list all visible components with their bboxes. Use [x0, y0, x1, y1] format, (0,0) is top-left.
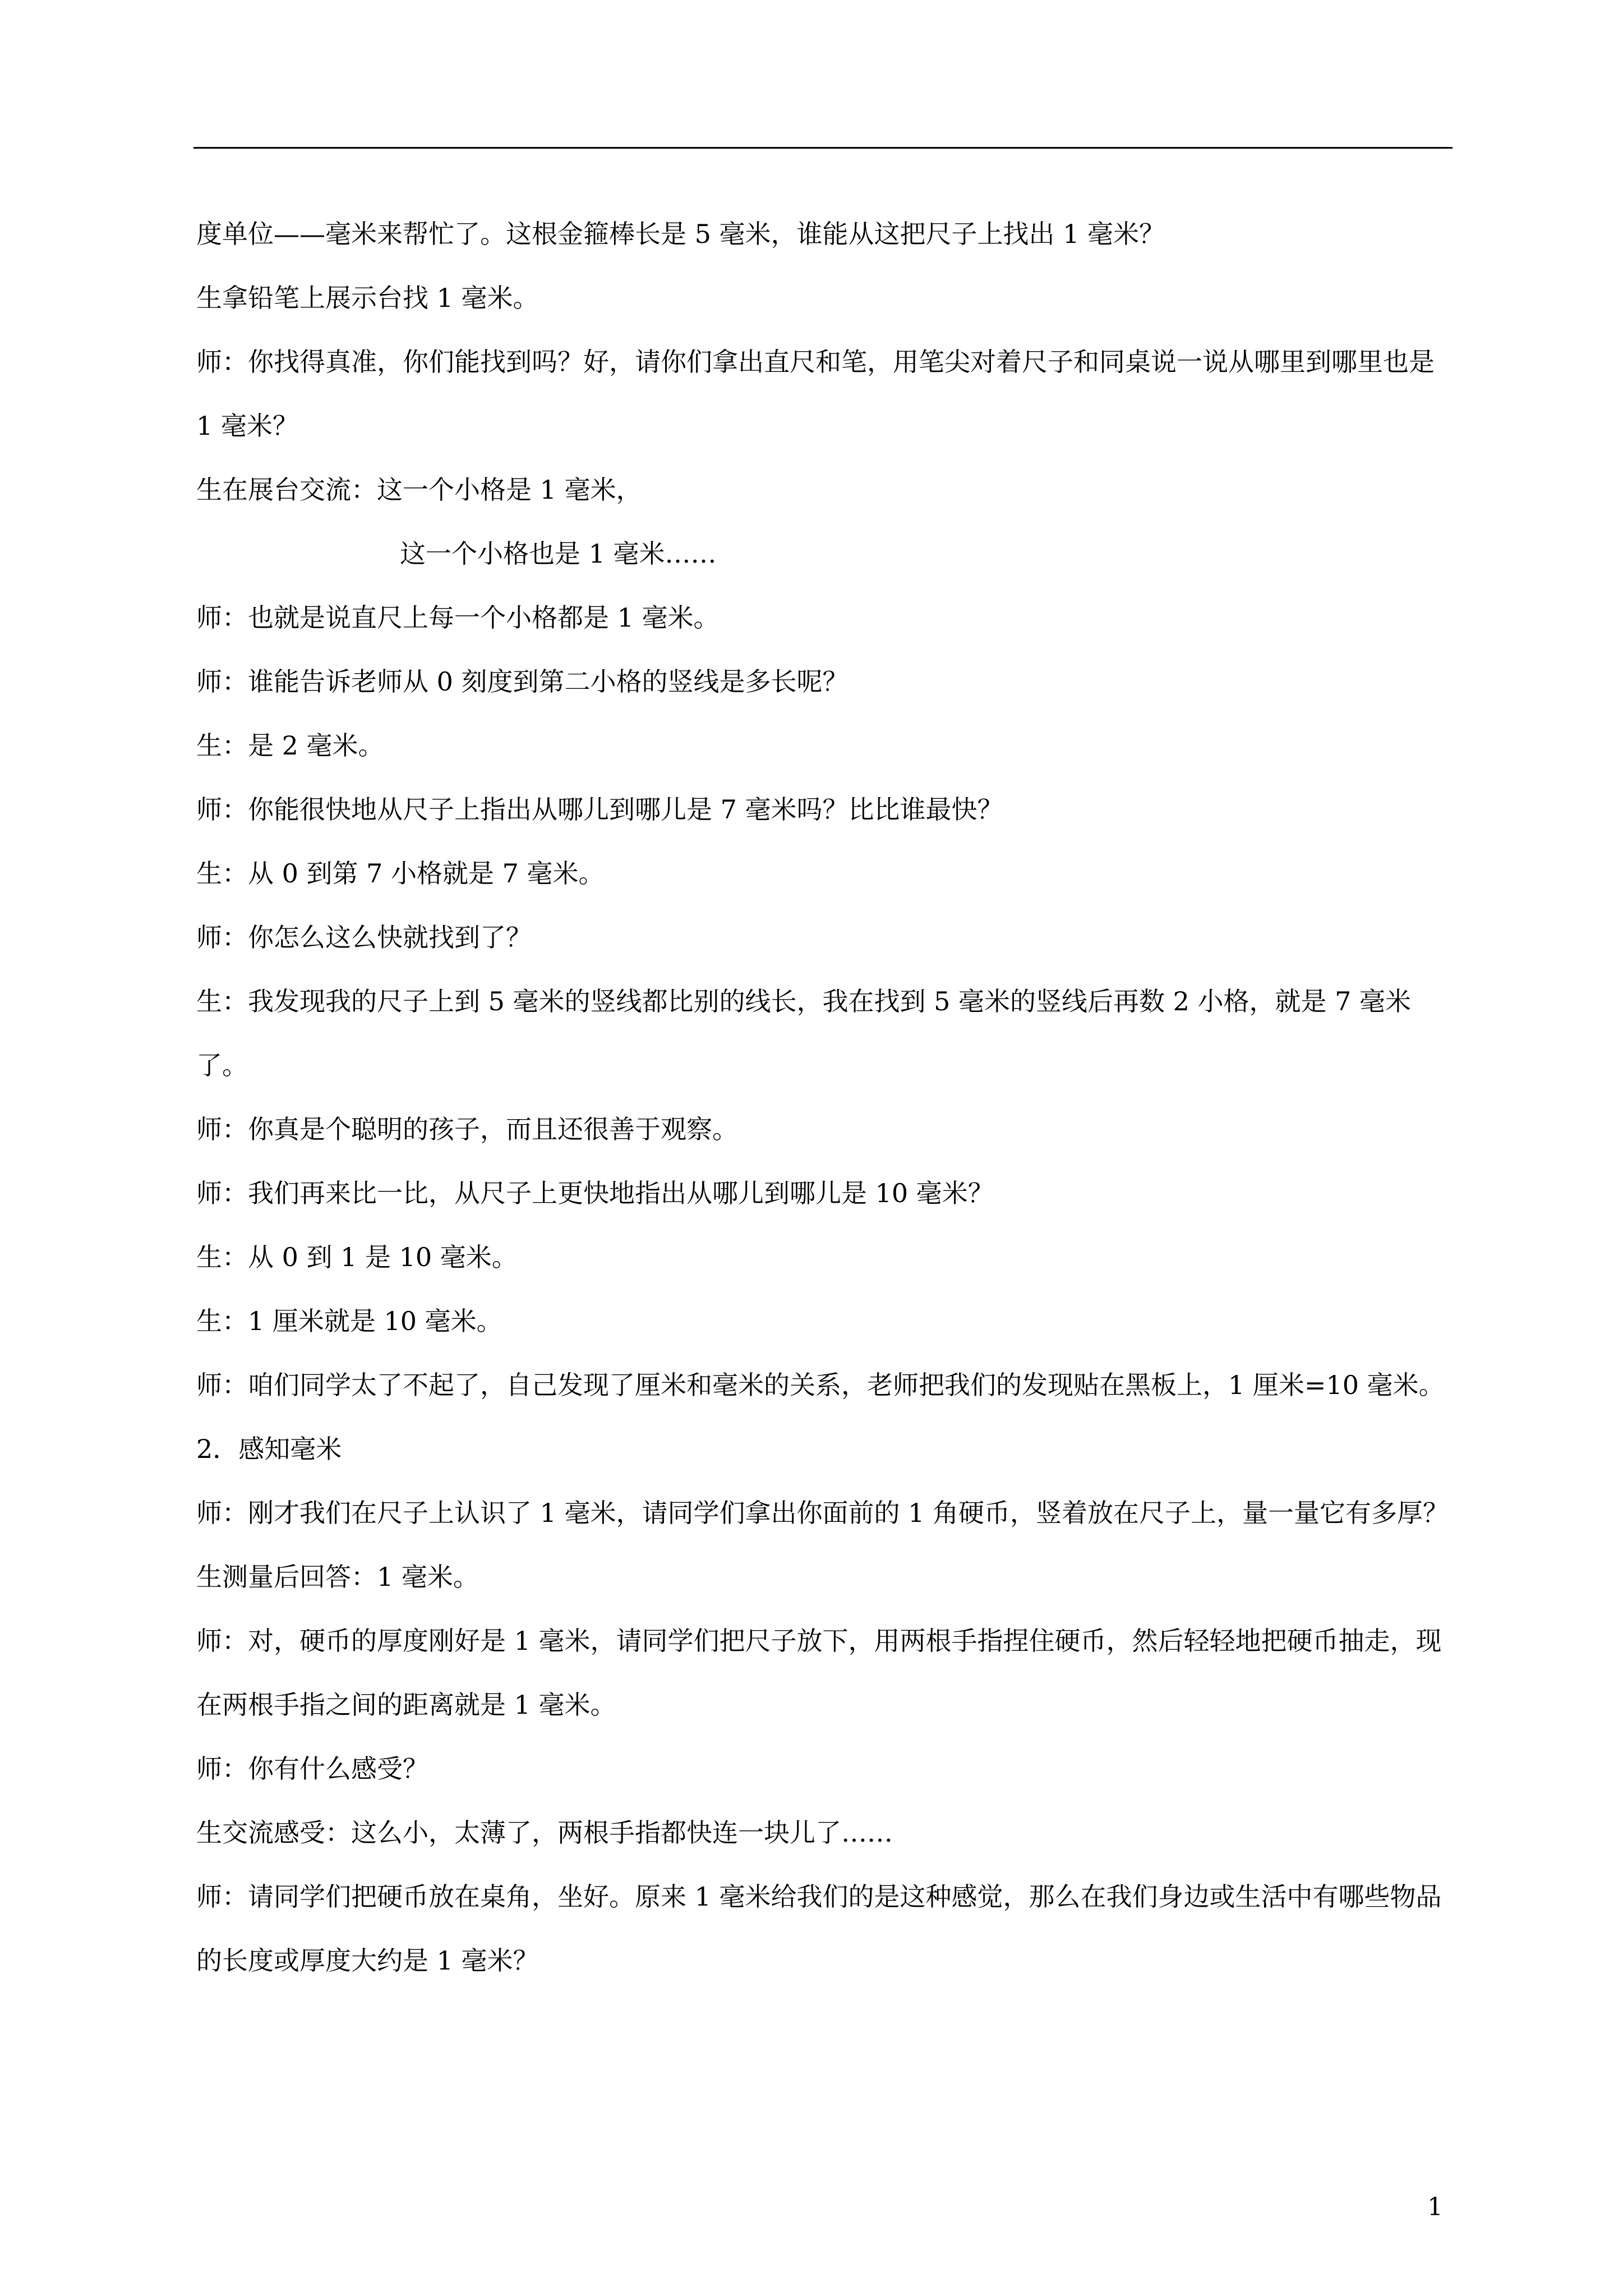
section-heading: 2．感知毫米	[196, 1434, 342, 1464]
paragraph: 师：也就是说直尺上每一个小格都是 1 毫米。	[196, 602, 720, 633]
paragraph: 度单位——毫米来帮忙了。这根金箍棒长是 5 毫米，谁能从这把尺子上找出 1 毫米？	[196, 219, 1165, 249]
paragraph: 师：我们再来比一比，从尺子上更快地指出从哪儿到哪儿是 10 毫米？	[196, 1178, 994, 1208]
paragraph: 师：刚才我们在尺子上认识了 1 毫米，请同学们拿出你面前的 1 角硬币，竖着放在尺子上，量一量它有多厚？	[196, 1498, 1449, 1528]
header-rule	[193, 147, 1453, 149]
paragraph: 生：从 0 到 1 是 10 毫米。	[196, 1242, 518, 1272]
paragraph: 生：从 0 到第 7 小格就是 7 毫米。	[196, 858, 605, 889]
paragraph: 生交流感受：这么小，太薄了，两根手指都快连一块儿了……	[196, 1818, 893, 1848]
paragraph-indented: 这一个小格也是 1 毫米……	[400, 539, 717, 569]
paragraph: 师：你怎么这么快就找到了？	[196, 922, 532, 953]
paragraph: 师：谁能告诉老师从 0 刻度到第二小格的竖线是多长呢？	[196, 666, 849, 697]
paragraph: 师：你有什么感受？	[196, 1754, 428, 1784]
paragraph: 师：请同学们把硬币放在桌角，坐好。原来 1 毫米给我们的是这种感觉，那么在我们身边或生活中有哪些物品的长度或厚度大约是 1 毫米？	[196, 1881, 1442, 1976]
paragraph: 生：我发现我的尺子上到 5 毫米的竖线都比别的线长，我在找到 5 毫米的竖线后再数 2 小格，就是 7 毫米了。	[196, 986, 1412, 1080]
page-number: 1	[1427, 2193, 1443, 2221]
paragraph: 师：你找得真准，你们能找到吗？好，请你们拿出直尺和笔，用笔尖对着尺子和同桌说一说从哪里到哪里也是 1 毫米？	[196, 347, 1435, 441]
paragraph: 师：对，硬币的厚度刚好是 1 毫米，请同学们把尺子放下，用两根手指捏住硬币，然后轻轻地把硬币抽走，现在两根手指之间的距离就是 1 毫米。	[196, 1626, 1442, 1720]
paragraph: 生测量后回答：1 毫米。	[196, 1562, 479, 1592]
paragraph: 生：1 厘米就是 10 毫米。	[196, 1306, 502, 1336]
paragraph: 师：咱们同学太了不起了，自己发现了厘米和毫米的关系，老师把我们的发现贴在黑板上，1 厘米=10 毫米。	[196, 1370, 1445, 1400]
paragraph: 生拿铅笔上展示台找 1 毫米。	[196, 283, 539, 313]
paragraph: 师：你能很快地从尺子上指出从哪儿到哪儿是 7 毫米吗？比比谁最快？	[196, 794, 1003, 825]
paragraph: 生在展台交流：这一个小格是 1 毫米，	[196, 475, 642, 505]
paragraph: 生：是 2 毫米。	[196, 730, 384, 761]
paragraph: 师：你真是个聪明的孩子，而且还很善于观察。	[196, 1114, 738, 1144]
document-body	[196, 202, 1453, 1993]
